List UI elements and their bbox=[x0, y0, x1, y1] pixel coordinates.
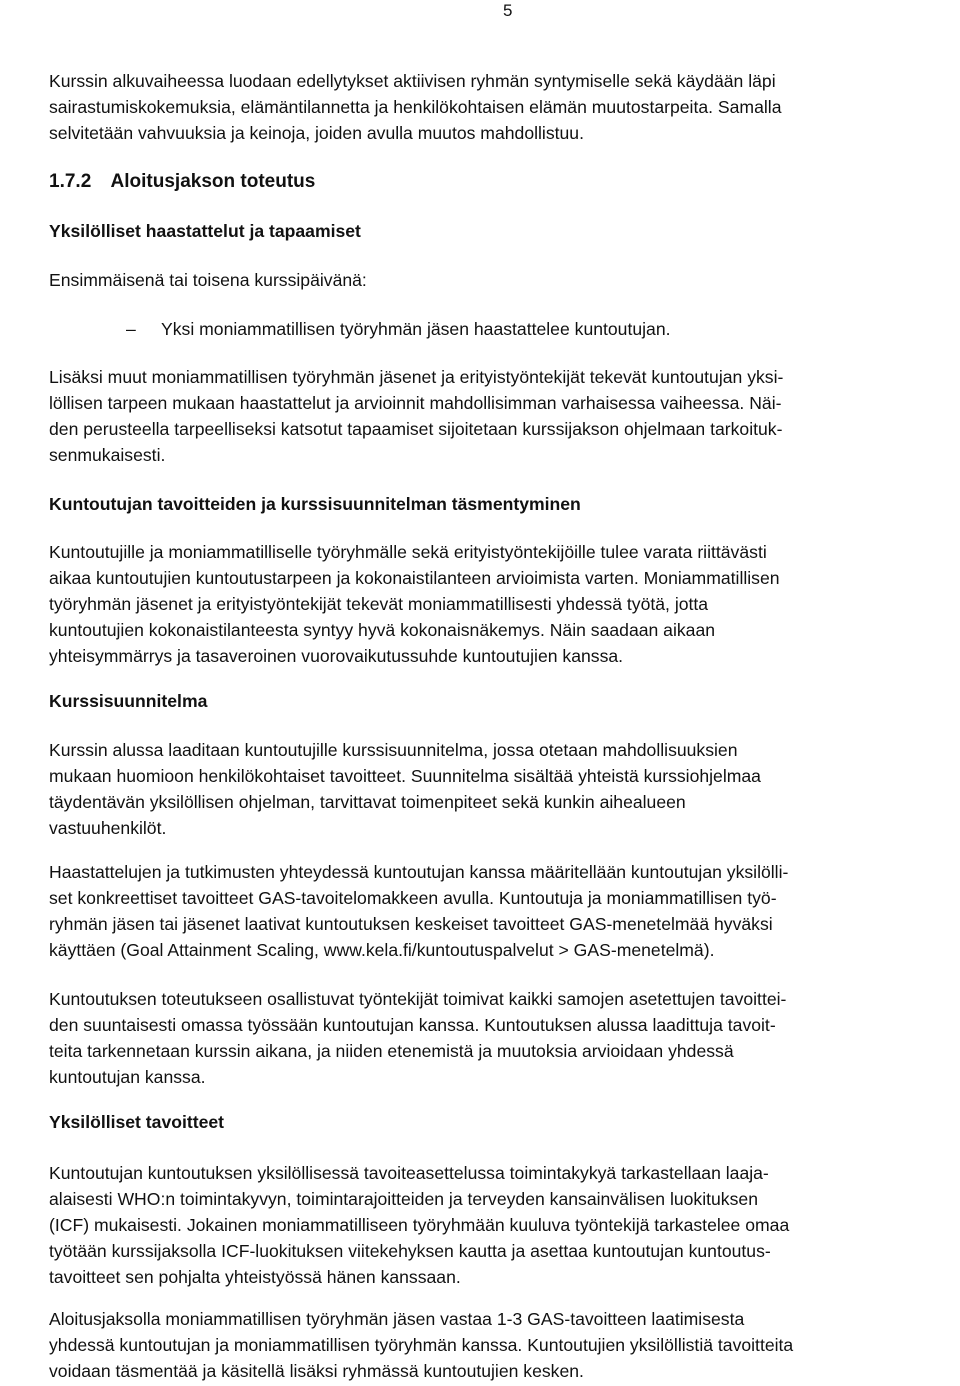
text-line: voidaan täsmentää ja käsitellä lisäksi ryhmässä kuntoutujien kesken. bbox=[49, 1361, 584, 1381]
subheading-text: Kuntoutujan tavoitteiden ja kurssisuunnitelman täsmentyminen bbox=[49, 494, 581, 514]
text-line: kuntoutujien kokonaistilanteesta syntyy hyvä kokonaisnäkemys. Näin saadaan aikaan bbox=[49, 620, 716, 640]
text-line: yhdessä kuntoutujan ja moniammatillisen työryhmän kanssa. Kuntoutujien yksilöllistiä tavoitteita bbox=[49, 1335, 794, 1355]
text-line: kuntoutujan kanssa. bbox=[49, 1067, 206, 1087]
intro-paragraph bbox=[49, 68, 929, 146]
text-line: täydentävän yksilöllisen ohjelman, tarvittavat toimenpiteet sekä kunkin aihealueen bbox=[49, 792, 686, 812]
text-line: vastuuhenkilöt. bbox=[49, 818, 167, 838]
text-line: den perusteella tarpeelliseksi katsotut tapaamiset sijoitetaan kurssijakson ohjelmaan tarkoituk- bbox=[49, 419, 783, 439]
subheading bbox=[49, 491, 929, 517]
text-line: mukaan huomioon henkilökohtaiset tavoitteet. Suunnitelma sisältää yhteistä kurssiohjelmaa bbox=[49, 766, 761, 786]
text-line: Kuntoutuksen toteutukseen osallistuvat työntekijät toimivat kaikki samojen asetettujen tavoittei- bbox=[49, 989, 787, 1009]
text-line: työryhmän jäsenet ja erityistyöntekijät tekevät moniammatillisesti yhdessä työtä, jotta bbox=[49, 594, 709, 614]
bullet-item bbox=[126, 316, 926, 342]
text-line: aikaa kuntoutujien kuntoutustarpeen ja kokonaistilanteen arvioimista varten. Moniammatillisen bbox=[49, 568, 780, 588]
text-line: senmukaisesti. bbox=[49, 445, 166, 465]
paragraph bbox=[49, 986, 929, 1090]
paragraph bbox=[49, 737, 929, 841]
text-line: alaisesti WHO:n toimintakyvyn, toimintarajoitteiden ja terveyden kansainvälisen luokituksen bbox=[49, 1189, 758, 1209]
text-line: työtään kurssijaksolla ICF-luokituksen viitekehyksen kautta ja asettaa kuntoutujan kuntoutus- bbox=[49, 1241, 771, 1261]
dash-bullet-icon: – bbox=[126, 319, 136, 339]
subheading-text: Yksilölliset haastattelut ja tapaamiset bbox=[49, 221, 361, 241]
text-line: löllisen tarpeen mukaan haastattelut ja arvioinnit mahdollisimman varhaisessa vaiheessa. Näi- bbox=[49, 393, 782, 413]
lead-in bbox=[49, 267, 929, 293]
paragraph bbox=[49, 1306, 929, 1384]
text-line: Kuntoutujille ja moniammatilliselle työryhmälle sekä erityistyöntekijöille tulee varata riittävästi bbox=[49, 542, 767, 562]
text-line: selvitetään vahvuuksia ja keinoja, joiden avulla muutos mahdollistuu. bbox=[49, 123, 584, 143]
bullet-text: Yksi moniammatillisen työryhmän jäsen haastattelee kuntoutujan. bbox=[161, 319, 671, 339]
text-line: Kuntoutujan kuntoutuksen yksilöllisessä tavoiteasettelussa toimintakykyä tarkastellaan laaja- bbox=[49, 1163, 769, 1183]
paragraph bbox=[49, 364, 929, 468]
text-line: (ICF) mukaisesti. Jokainen moniammatilliseen työryhmään kuuluva työntekijä tarkastelee omaa bbox=[49, 1215, 790, 1235]
text-line: den suuntaisesti omassa työssään kuntoutujan kanssa. Kuntoutuksen alussa laadittuja tavoit- bbox=[49, 1015, 776, 1035]
text-line: sairastumiskokemuksia, elämäntilannetta ja henkilökohtaisen elämän muutostarpeita. Samalla bbox=[49, 97, 782, 117]
text-line: Haastattelujen ja tutkimusten yhteydessä kuntoutujan kanssa määritellään kuntoutujan yksilölli- bbox=[49, 862, 789, 882]
section-number: 1.7.2 bbox=[49, 171, 92, 192]
subheading bbox=[49, 218, 929, 244]
subheading bbox=[49, 688, 929, 714]
text-line: teita tarkennetaan kurssin aikana, ja niiden etenemistä ja muutoksia arvioidaan yhdessä bbox=[49, 1041, 734, 1061]
subheading-text: Yksilölliset tavoitteet bbox=[49, 1112, 225, 1132]
text-line: set konkreettiset tavoitteet GAS-tavoitelomakkeen avulla. Kuntoutuja ja moniammatillisen työ- bbox=[49, 888, 777, 908]
paragraph bbox=[49, 539, 929, 669]
subheading bbox=[49, 1109, 929, 1135]
text-line: Aloitusjaksolla moniammatillisen työryhmän jäsen vastaa 1-3 GAS-tavoitteen laatimisesta bbox=[49, 1309, 745, 1329]
section-heading bbox=[49, 169, 929, 195]
text-line: ryhmän jäsen tai jäsenet laativat kuntoutuksen keskeiset tavoitteet GAS-menetelmää hyväksi bbox=[49, 914, 773, 934]
text-line: Kurssin alussa laaditaan kuntoutujille kurssisuunnitelma, jossa otetaan mahdollisuuksien bbox=[49, 740, 738, 760]
text-line: Lisäksi muut moniammatillisen työryhmän jäsenet ja erityistyöntekijät tekevät kuntoutujan yksi- bbox=[49, 367, 784, 387]
paragraph bbox=[49, 859, 929, 963]
text-line: tavoitteet sen pohjalta yhteistyössä hänen kanssaan. bbox=[49, 1267, 461, 1287]
text-line: Kurssin alkuvaiheessa luodaan edellytykset aktiivisen ryhmän syntymiselle sekä käydään läpi bbox=[49, 71, 776, 91]
text-line: yhteisymmärrys ja tasaveroinen vuorovaikutussuhde kuntoutujien kanssa. bbox=[49, 646, 624, 666]
section-title: Aloitusjakson toteutus bbox=[110, 171, 316, 192]
page-number: 5 bbox=[503, 1, 513, 20]
subheading-text: Kurssisuunnitelma bbox=[49, 691, 208, 711]
lead-in-text: Ensimmäisenä tai toisena kurssipäivänä: bbox=[49, 270, 367, 290]
paragraph bbox=[49, 1160, 929, 1290]
text-line: käyttäen (Goal Attainment Scaling, www.kela.fi/kuntoutuspalvelut > GAS-menetelmä). bbox=[49, 940, 715, 960]
